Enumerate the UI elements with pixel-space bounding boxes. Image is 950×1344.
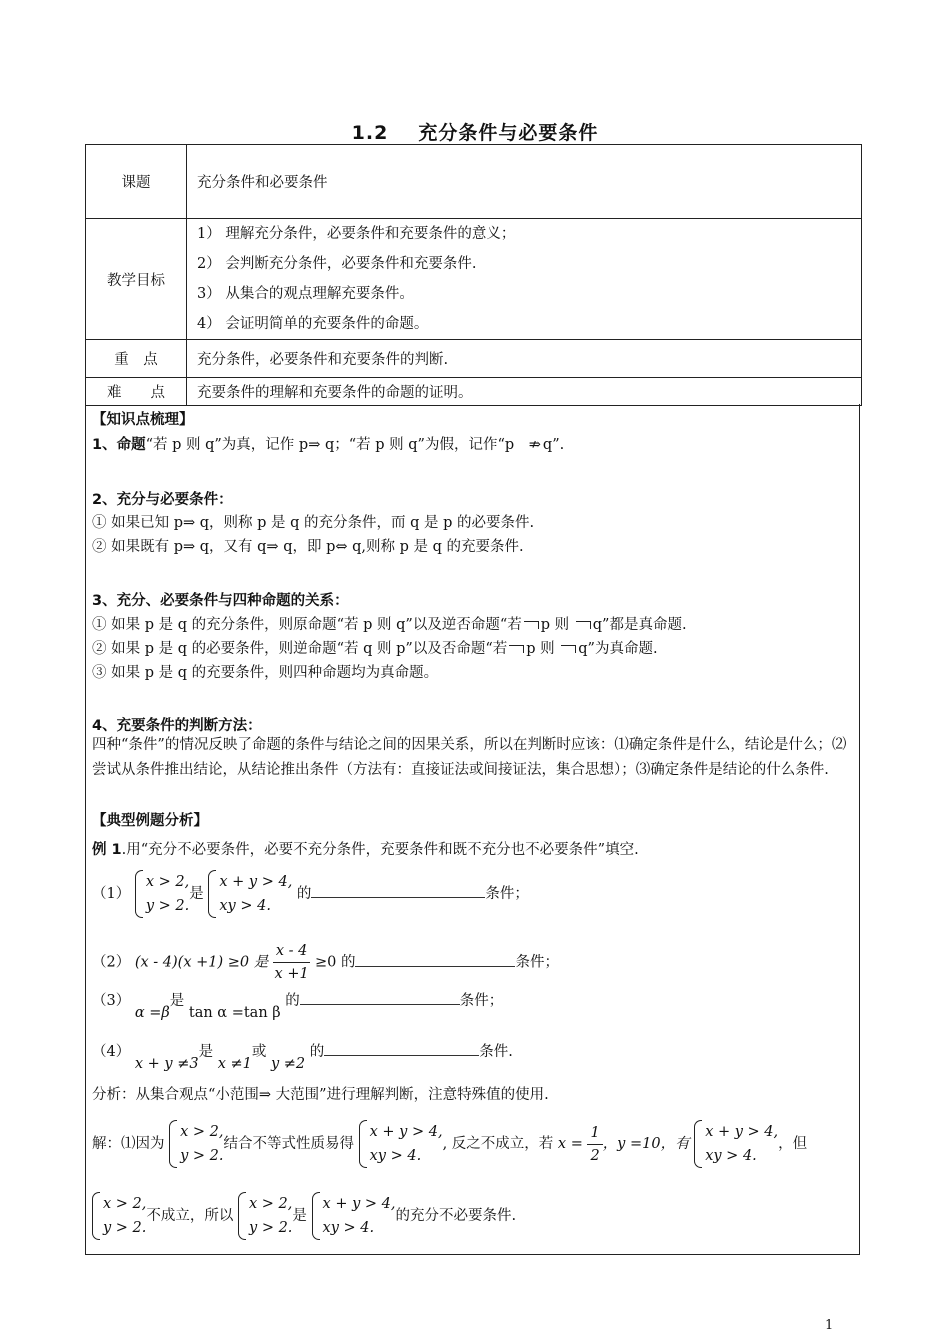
goal-item: 1） 理解充分条件，必要条件和充要条件的意义；: [197, 226, 516, 242]
goals-list: [187, 219, 862, 340]
content-box: [85, 404, 860, 1255]
fraction: $\frac{1}{2}$: [587, 1122, 602, 1167]
section-3-heading: 3、充分、必要条件与四种命题的关系：: [92, 593, 349, 609]
example-1-prompt: 例 1.用“充分不必要条件，必要不充分条件，充要条件和既不充分也不必要条件”填空.: [92, 842, 639, 858]
key-label: 重 点: [86, 340, 187, 378]
not-implies-icon: ⇏: [528, 437, 541, 453]
section-3-line: ③ 如果 p 是 q 的充要条件，则四种命题均为真命题。: [92, 665, 439, 681]
goals-label: 教学目标: [86, 219, 187, 340]
section-3-line: ① 如果 p 是 q 的充分条件，则原命题“若 p 则 q”以及逆否命题“若 p 则 q”都是真命题.: [92, 617, 687, 633]
answer-blank[interactable]: [324, 1041, 479, 1056]
fraction: $\frac{x - 4}{x +1}$: [273, 940, 311, 985]
answer-blank[interactable]: [311, 883, 485, 898]
answer-blank[interactable]: [300, 990, 460, 1005]
system: x + y > 4, xy > 4.: [359, 1120, 443, 1168]
goal-item: 2） 会判断充分条件，必要条件和充要条件.: [197, 256, 477, 272]
question-3: （3） α =β是 tan α =tan β 的 条件；: [92, 989, 503, 1010]
page-title: 1.2 充分条件与必要条件: [351, 122, 599, 144]
examples-heading: 【典型例题分析】: [92, 813, 208, 829]
negation-icon: [524, 621, 539, 629]
difficulty-value: 充要条件的理解和充要条件的命题的证明。: [187, 378, 862, 406]
question-1: （1） x > 2, y > 2. 是 x + y > 4, xy > 4. 的 条件；: [92, 870, 529, 918]
system: x > 2, y > 2.: [92, 1192, 146, 1240]
answer-blank[interactable]: [355, 952, 515, 967]
analysis-text: 分析：从集合观点“小范围⇒ 大范围”进行理解判断，注意特殊值的使用.: [92, 1087, 549, 1103]
system: x > 2, y > 2.: [169, 1120, 223, 1168]
solution-line-2: x > 2, y > 2. 不成立，所以 x > 2, y > 2. 是 x + y > 4, xy > 4. 的充分不必要条件.: [92, 1192, 516, 1240]
section-2-line: ② 如果既有 p⇒ q，又有 q⇒ q，即 p⇔ q,则称 p 是 q 的充要条件.: [92, 539, 524, 555]
knowledge-heading: 【知识点梳理】: [92, 412, 194, 428]
topic-label: 课题: [86, 145, 187, 219]
topic-value: 充分条件和必要条件: [187, 145, 862, 219]
question-2: （2） (x - 4)(x +1) ≥0 是 $\frac{x - 4}{x +1}$ ≥0 的 条件；: [92, 940, 559, 985]
section-1-line: 1、命题“若 p 则 q”为真，记作 p⇒ q；“若 p 则 q”为假，记作“p ⇏ q”.: [92, 437, 565, 453]
negation-icon: [576, 621, 591, 629]
system: x + y > 4, xy > 4.: [694, 1120, 778, 1168]
difficulty-label: 难 点: [86, 378, 187, 406]
negation-icon: [509, 645, 524, 653]
key-value: 充分条件，必要条件和充要条件的判断.: [187, 340, 862, 378]
section-3-line: ② 如果 p 是 q 的必要条件，则逆命题“若 q 则 p”以及否命题“若 p 则 q”为真命题.: [92, 641, 658, 657]
negation-icon: [561, 645, 576, 653]
solution-line-1: 解：⑴因为 x > 2, y > 2. 结合不等式性质易得 x + y > 4, xy > 4. , 反之不成立，若 x = $\frac{1}{2}$ ，y =10，有 x + y > 4, xy > 4. ，但: [92, 1120, 807, 1168]
system: x + y > 4, xy > 4.: [208, 870, 292, 918]
section-4-paragraph: 四种“条件”的情况反映了命题的条件与结论之间的因果关系，所以在判断时应该：⑴确定条件是什么，结论是什么；⑵尝试从条件推出结论，从结论推出条件（方法有：直接证法或间接证法，集合思想）；⑶确定条件是结论的什么条件.: [92, 737, 847, 778]
section-4-heading: 4、充要条件的判断方法：: [92, 718, 262, 734]
system: x > 2, y > 2.: [135, 870, 189, 918]
goal-item: 4） 会证明简单的充要条件的命题。: [197, 316, 429, 332]
section-2-line: ① 如果已知 p⇒ q，则称 p 是 q 的充分条件，而 q 是 p 的必要条件.: [92, 515, 535, 531]
goal-item: 3） 从集合的观点理解充要条件。: [197, 286, 414, 302]
system: x + y > 4, xy > 4.: [312, 1192, 396, 1240]
page-number: 1: [825, 1318, 834, 1333]
lesson-info-table: [85, 144, 862, 406]
question-4: （4） x + y ≠3是 x ≠1或 y ≠2 的 条件.: [92, 1040, 513, 1061]
system: x > 2, y > 2.: [238, 1192, 292, 1240]
section-2-heading: 2、充分与必要条件：: [92, 492, 233, 508]
